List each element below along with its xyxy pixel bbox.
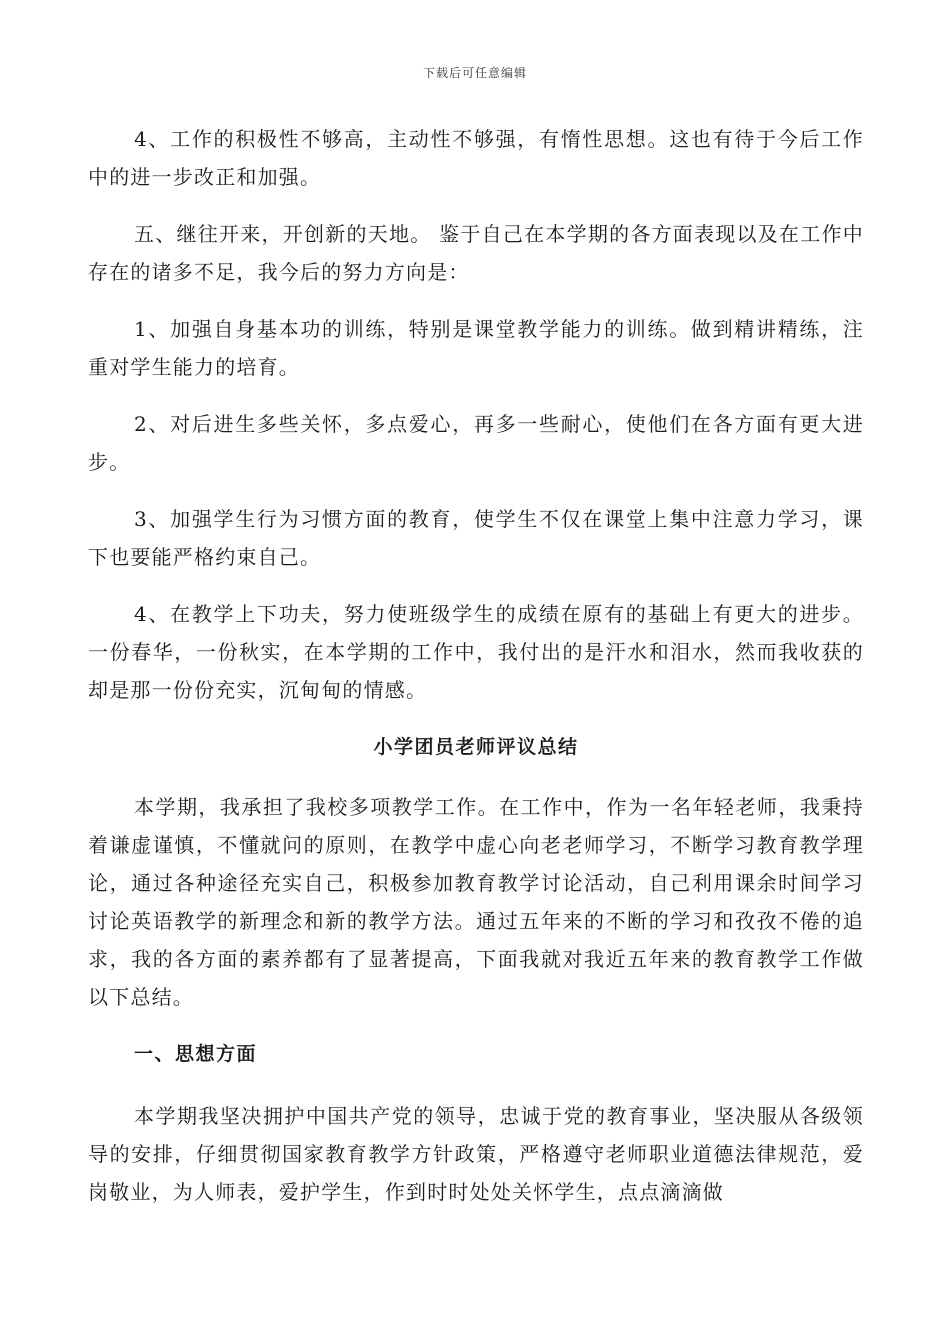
section-body-ideology: 本学期我坚决拥护中国共产党的领导，忠诚于党的教育事业，坚决服从各级领导的安排，仔细贯彻国家教育教学方针政策，严格遵守老师职业道德法律规范，爱岗敬业，为人师表，爱护学生，作到时时处处关怀学生，点点滴滴做	[88, 1104, 864, 1204]
document-body	[88, 120, 864, 1211]
paragraph-item-1: 1、加强自身基本功的训练，特别是课堂教学能力的训练。做到精讲精练，注重对学生能力的培育。	[88, 317, 864, 379]
paragraph-item-2: 2、对后进生多些关怀，多点爱心，再多一些耐心，使他们在各方面有更大进步。	[88, 412, 864, 474]
paragraph-work-attitude: 4、工作的积极性不够高，主动性不够强，有惰性思想。这也有待于今后工作中的进一步改正和加强。	[88, 127, 864, 189]
section-intro: 本学期，我承担了我校多项教学工作。在工作中，作为一名年轻老师，我秉持着谦虚谨慎，不懂就问的原则，在教学中虚心向老老师学习，不断学习教育教学理论，通过各种途径充实自己，积极参加教育教学讨论活动，自己利用课余时间学习讨论英语教学的新理念和新的教学方法。通过五年来的不断的学习和孜孜不倦的追求，我的各方面的素养都有了显著提高，下面我就对我近五年来的教育教学工作做以下总结。	[88, 795, 864, 1009]
paragraph-item-4: 4、在教学上下功夫，努力使班级学生的成绩在原有的基础上有更大的进步。一份春华，一份秋实，在本学期的工作中，我付出的是汗水和泪水，然而我收获的却是那一份份充实，沉甸甸的情感。	[88, 602, 864, 702]
paragraph-item-3: 3、加强学生行为习惯方面的教育，使学生不仅在课堂上集中注意力学习，课下也要能严格约束自己。	[88, 507, 864, 569]
section-heading-ideology: 一、思想方面	[134, 1043, 258, 1065]
header-note: 下载后可任意编辑	[422, 66, 527, 80]
section-title: 小学团员老师评议总结	[373, 736, 579, 758]
paragraph-future-direction: 五、继往开来，开创新的天地。 鉴于自己在本学期的各方面表现以及在工作中存在的诸多不足，我今后的努力方向是：	[88, 222, 864, 284]
